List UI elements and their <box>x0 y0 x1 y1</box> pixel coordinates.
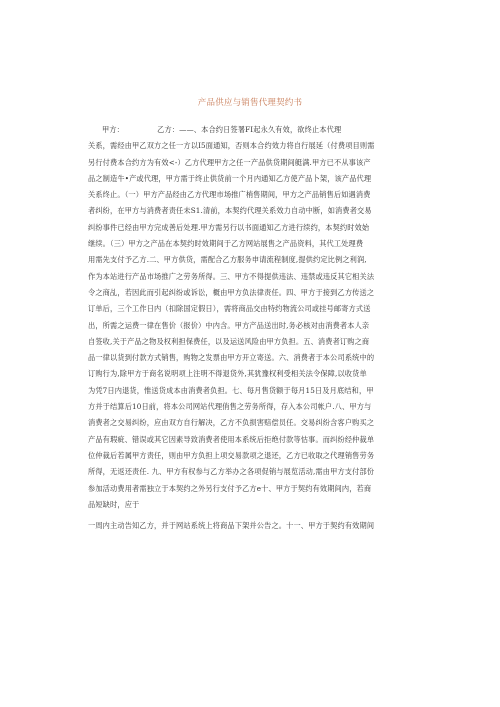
text-line: 用需先支付予乙方.二、甲方供货，需配合乙方服务申请流程制度,提供约定比例之利润, <box>88 255 367 265</box>
text-line: 订单后，三个工作日内（扣除国定假日），需将商品交由特约物流公司或挂号邮寄方式送 <box>88 304 371 314</box>
document-title: 产品供应与销售代理契约书 <box>197 98 303 108</box>
text-line: 所得，无返还责任. 九、甲方有权参与乙方举办之各项促销与展览活动,需由甲方支付部份 <box>88 467 375 477</box>
text-line: 者纠纷，在甲方与消费者责任未S1.清前，本契约代理关系效力自动中断，如消费者交易 <box>88 206 372 216</box>
text-line: 一周内主动告知乙方，并于网站系统上将商品下架并公告之。十一、甲方于契约有效期间 <box>88 521 375 531</box>
text-line: 关系终止。（一）甲方产品经由乙方代理市场推广梢售期间，甲方之产品销售后如遇消费 <box>88 190 371 200</box>
text-line: 纠纷事件已经由甲方完成善后处理.甲方需另行以书面通知乙方进行续约，本契约时效始 <box>88 222 370 232</box>
text-line: 参加活动费用者需独立于本契约之外另行支付予乙方e十、甲方于契约有效期间内，若商 <box>88 483 372 493</box>
text-line: 关系，需经由甲乙双方之任一方以I5面通知，否则本合约效力将自行展延（付费项目则需 <box>88 141 375 151</box>
document-body <box>88 122 426 534</box>
text-line: 为凭7日内退货，惟送货成本由消费者负担。七、每月售货额于每月15日及月底结和，甲 <box>88 385 374 395</box>
text-line: 出，所需之运费一律在售价（报价）中内含。甲方产品送出时,务必核对由消费者本人亲 <box>88 320 370 330</box>
text-line: 自签收,关于产品之物及权利担保费任，以及运送风险由甲方负担。五、消费者订购之商 <box>88 336 370 346</box>
text-line: 品之制造牛•产或代理，甲方需于终止供货前一个月内通知乙方使产品卜架，该产品代理 <box>88 173 372 183</box>
text-line: 订购行为,除甲方于商名说明项上注明不得退货外,其犹豫权利受相关法令保障,以收货单 <box>88 369 367 379</box>
text-line: 作为本站进行产品市场推广之劳务所得。三、甲方不得提供违法、违禁或违反其它相关法 <box>88 271 375 281</box>
text-line: 消费者之交易纠纷，应由双方自行解决，乙方不负损害赔偿员任。交易纠纷含客户购买之 <box>88 418 375 428</box>
text-line: 产品有瑕疵、错误或其它因素导致消费者使用本系统后拒绝付款等怙事。而纠纷经仲裁单 <box>88 434 375 444</box>
text-line: 令之商乩，若因此而引起纠纷或诉讼，概由甲方负法律责任。四、甲方于接到乙方传送之 <box>88 287 375 297</box>
text-line: 甲方： 乙方：——、本合约日签署FI起永久有效，欲终止本代理 <box>102 125 342 134</box>
text-line: 方并于结算后10日前，将本公司网站代理俏售之劳务所得，存入本公司帐户.八、甲方与 <box>88 402 372 412</box>
text-line: 品短缺时，应于 <box>88 499 140 509</box>
text-line: 继续。（三）甲方之产品在本契约时效期间于乙方网站展售之产品资料，其代工处理费 <box>88 239 364 249</box>
text-line: 品一律以货到付款方式销售，购物之发票由甲方开立寄送。六、消费者于本公司系统中的 <box>88 353 375 363</box>
text-line: 另行付费本合约方为有效<-）乙方代理甲方之任一产品供货期间艇满.甲方已不从事该产 <box>88 157 371 167</box>
text-line: 位仲裁后若属甲方责任，则由甲方负担上项交易款项之退还，乙方已收取之代理销售劳务 <box>88 450 375 460</box>
